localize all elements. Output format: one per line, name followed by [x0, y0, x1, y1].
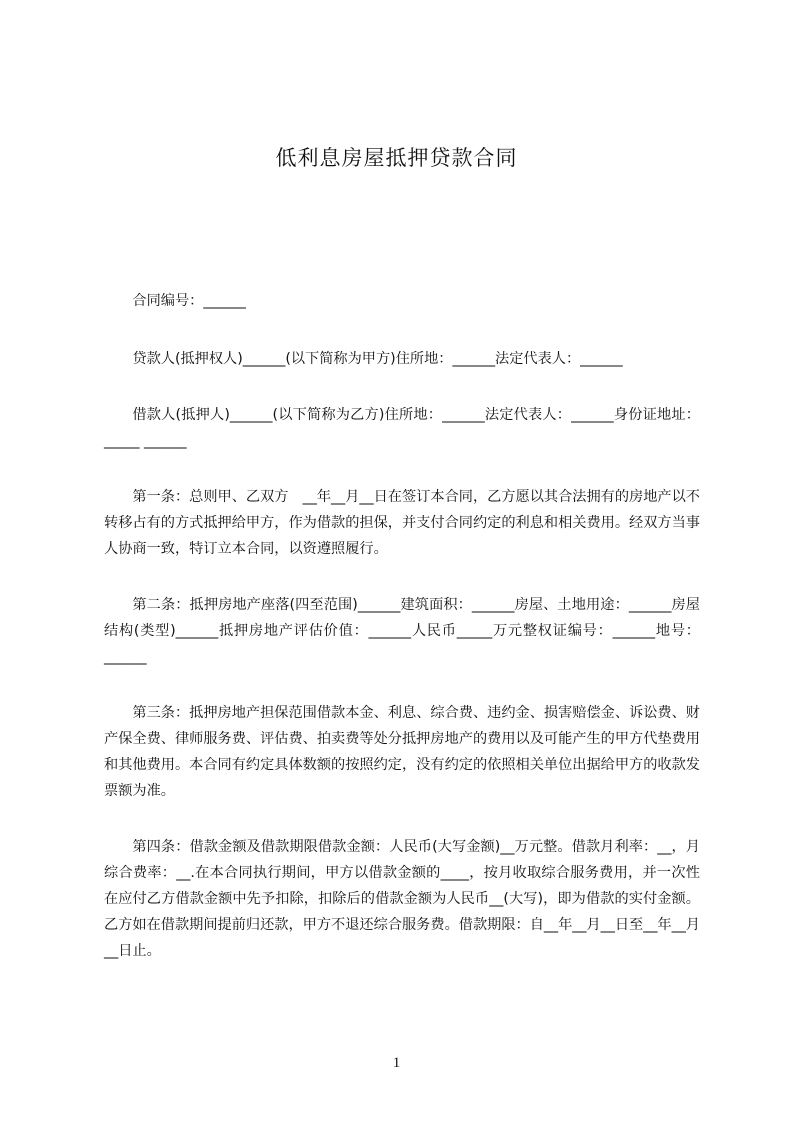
article-4: 第四条：借款金额及借款期限借款金额：人民币(大写金额)__万元整。借款月利率：__，月综合费率：__.在本合同执行期间，甲方以借款金额的____，按月收取综合服务费用，并一次性在应付乙方借款金额中先予扣除，扣除后的借款金额为人民币__(大写)，即为借款的实付金额。乙方如在借款期间提前归还款，甲方不退还综合服务费。借款期限：自__年__月__日至__年__月__日止。 [104, 839, 700, 959]
article-2: 第二条：抵押房地产座落(四至范围)______建筑面积：______房屋、土地用途：______房屋结构(类型)______抵押房地产评估价值：______人民币_____万元整权证编号：______地号：______ [104, 597, 700, 665]
article-1: 第一条：总则甲、乙双方 __年__月__日在签订本合同，乙方愿以其合法拥有的房地产以不转移占有的方式抵押给甲方，作为借款的担保，并支付合同约定的利息和相关费用。经双方当事人协商一致，特订立本合同，以资遵照履行。 [104, 489, 700, 557]
lender-info: 贷款人(抵押权人)______(以下简称为甲方)住所地：______法定代表人：______ [132, 351, 623, 367]
document-title: 低利息房屋抵押贷款合同 [275, 146, 518, 170]
article-3: 第三条：抵押房地产担保范围借款本金、利息、综合费、违约金、损害赔偿金、诉讼费、财产保全费、律师服务费、评估费、拍卖费等处分抵押房地产的费用以及可能产生的甲方代垫费用和其他费用。本合同有约定具体数额的按照约定，没有约定的依照相关单位出据给甲方的收款发票额为准。 [104, 705, 700, 799]
page-number: 1 [392, 1055, 401, 1071]
document-body [104, 288, 700, 964]
contract-number: 合同编号：______ [132, 293, 246, 309]
borrower-info: 借款人(抵押人)______(以下简称为乙方)住所地：______法定代表人：______身份证地址：_____ ______ [104, 407, 700, 449]
